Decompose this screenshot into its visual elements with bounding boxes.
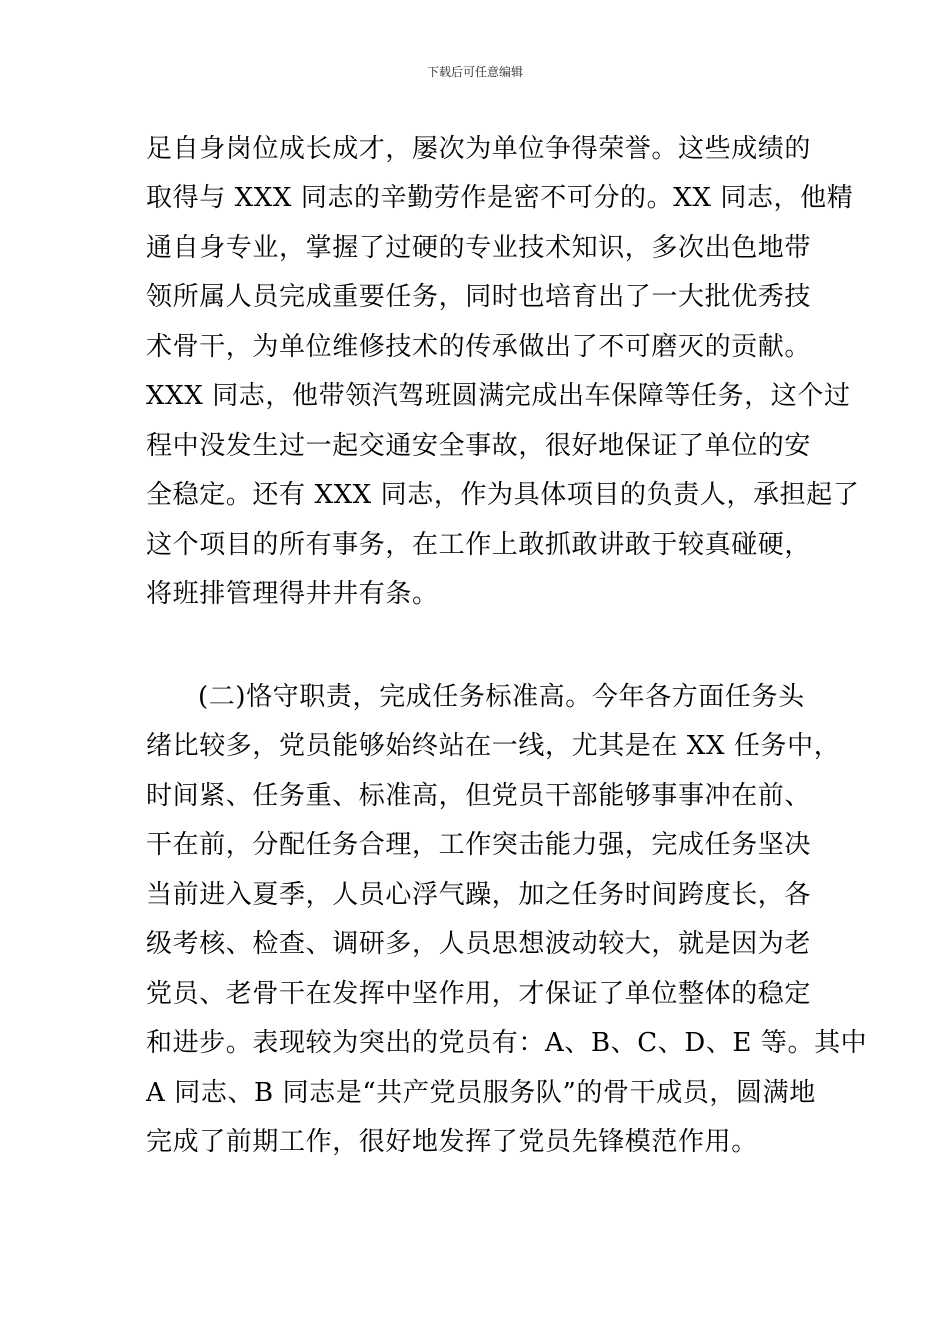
text-line: 级考核、检查、调研多，人员思想波动较大，就是因为老 — [146, 929, 812, 959]
section-heading-line: (二)恪守职责，完成任务标准高。今年各方面任务头 — [198, 682, 805, 712]
text-line: 取得与 XXX 同志的辛勤劳作是密不可分的。XX 同志，他精 — [146, 183, 854, 213]
text-line: 足自身岗位成长成才，屡次为单位争得荣誉。这些成绩的 — [146, 134, 812, 164]
text-line: 程中没发生过一起交通安全事故，很好地保证了单位的安 — [146, 431, 812, 461]
text-line: 这个项目的所有事务，在工作上敢抓敢讲敢于较真碰硬， — [146, 530, 812, 560]
text-line: 将班排管理得井井有条。 — [146, 579, 439, 609]
text-line: 完成了前期工作，很好地发挥了党员先锋模范作用。 — [146, 1127, 758, 1157]
text-line: 绪比较多，党员能够始终站在一线，尤其是在 XX 任务中， — [146, 731, 841, 761]
text-line: 全稳定。还有 XXX 同志，作为具体项目的负责人，承担起了 — [146, 480, 860, 510]
text-line: 领所属人员完成重要任务，同时也培育出了一大批优秀技 — [146, 282, 812, 312]
text-line: 当前进入夏季，人员心浮气躁，加之任务时间跨度长，各 — [146, 880, 812, 910]
text-line: A 同志、B 同志是“共产党员服务队”的骨干成员，圆满地 — [146, 1078, 816, 1108]
text-line: 通自身专业，掌握了过硬的专业技术知识，多次出色地带 — [146, 233, 812, 263]
text-line: 时间紧、任务重、标准高，但党员干部能够事事冲在前、 — [146, 781, 812, 811]
text-line: 术骨干，为单位维修技术的传承做出了不可磨灭的贡献。 — [146, 332, 812, 362]
text-line: 干在前，分配任务合理，工作突击能力强，完成任务坚决 — [146, 830, 812, 860]
text-line: 党员、老骨干在发挥中坚作用，才保证了单位整体的稳定 — [146, 979, 812, 1009]
page-header-note: 下载后可任意编辑 — [426, 65, 523, 79]
text-line: XXX 同志，他带领汽驾班圆满完成出车保障等任务，这个过 — [146, 381, 851, 411]
text-line: 和进步。表现较为突出的党员有：A、B、C、D、E 等。其中 — [146, 1028, 868, 1058]
